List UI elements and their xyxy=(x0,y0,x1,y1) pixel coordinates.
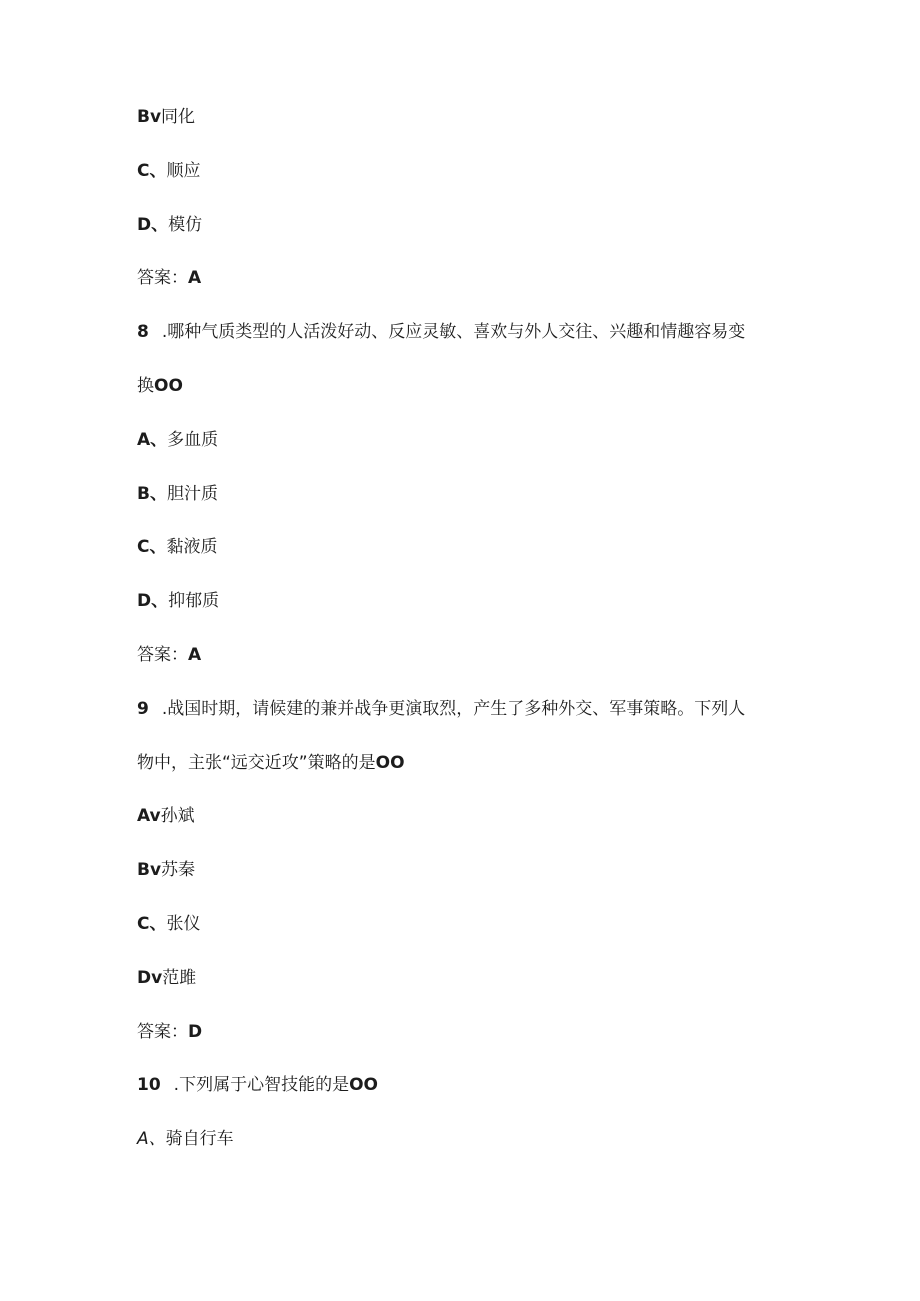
question-stem-line xyxy=(137,737,920,791)
option-line xyxy=(137,521,920,575)
option-line xyxy=(137,468,920,522)
question-number: 9 xyxy=(137,698,149,719)
answer-value: A xyxy=(188,644,202,665)
question-number: 10 xyxy=(137,1075,161,1096)
answer-blank: OO xyxy=(375,752,405,773)
option-label: D、 xyxy=(137,214,169,235)
option-text: 同化 xyxy=(161,107,196,127)
option-label: A、 xyxy=(137,1129,166,1150)
option-line xyxy=(137,898,920,952)
option-label: Av xyxy=(137,806,161,827)
answer-line xyxy=(137,629,920,683)
option-line xyxy=(137,91,920,145)
answer-line xyxy=(137,1006,920,1060)
option-label: B、 xyxy=(137,483,167,504)
question-stem-text: .哪种气质类型的人活泼好动、反应灵敏、喜欢与外人交往、兴趣和情趣容易变 xyxy=(161,322,746,343)
question-stem-text: .战国时期，请候建的兼并战争更演取烈，产生了多种外交、军事策略。下列人 xyxy=(161,698,746,719)
option-text: 顺应 xyxy=(166,160,201,181)
option-line xyxy=(137,790,920,844)
answer-line xyxy=(137,252,920,306)
option-line xyxy=(137,952,920,1006)
question-number: 8 xyxy=(137,322,149,343)
option-text: 苏秦 xyxy=(161,860,196,881)
option-line xyxy=(137,575,920,629)
option-line xyxy=(137,199,920,253)
question-stem-line xyxy=(137,360,920,414)
option-label: Bv xyxy=(137,107,162,127)
option-label: C、 xyxy=(137,537,167,558)
answer-value: D xyxy=(188,1021,203,1042)
question-stem-line xyxy=(137,683,920,737)
answer-blank: OO xyxy=(349,1075,378,1096)
question-stem-text: 物中，主张“远交近攻”策略的是 xyxy=(137,752,376,773)
question-stem-line xyxy=(137,306,920,360)
option-text: 模仿 xyxy=(168,214,203,235)
option-label: A、 xyxy=(137,429,168,450)
answer-value: A xyxy=(188,268,202,289)
question-stem-line xyxy=(137,1059,920,1113)
option-text: 多血质 xyxy=(167,429,219,450)
question-stem-text: 换 xyxy=(137,375,154,396)
option-line xyxy=(137,145,920,199)
answer-label: 答案： xyxy=(137,268,188,289)
answer-label: 答案： xyxy=(137,644,188,665)
option-text: 孙斌 xyxy=(160,806,195,827)
option-line xyxy=(137,844,920,898)
option-text: 张仪 xyxy=(166,913,201,934)
option-text: 胆汁质 xyxy=(166,483,218,504)
option-label: D、 xyxy=(137,591,169,612)
answer-blank: OO xyxy=(154,375,183,396)
option-label: Dv xyxy=(137,967,163,988)
option-text: 范雎 xyxy=(162,967,197,988)
option-line xyxy=(137,414,920,468)
option-text: 黏液质 xyxy=(166,537,218,558)
question-stem-text: .下列属于心智技能的是 xyxy=(173,1075,350,1096)
option-line xyxy=(137,1113,920,1167)
option-label: C、 xyxy=(137,160,167,181)
option-label: Bv xyxy=(137,860,162,881)
option-text: 骑自行车 xyxy=(165,1129,234,1150)
answer-label: 答案： xyxy=(137,1021,188,1042)
option-text: 抑郁质 xyxy=(168,591,220,612)
option-label: C、 xyxy=(137,913,167,934)
